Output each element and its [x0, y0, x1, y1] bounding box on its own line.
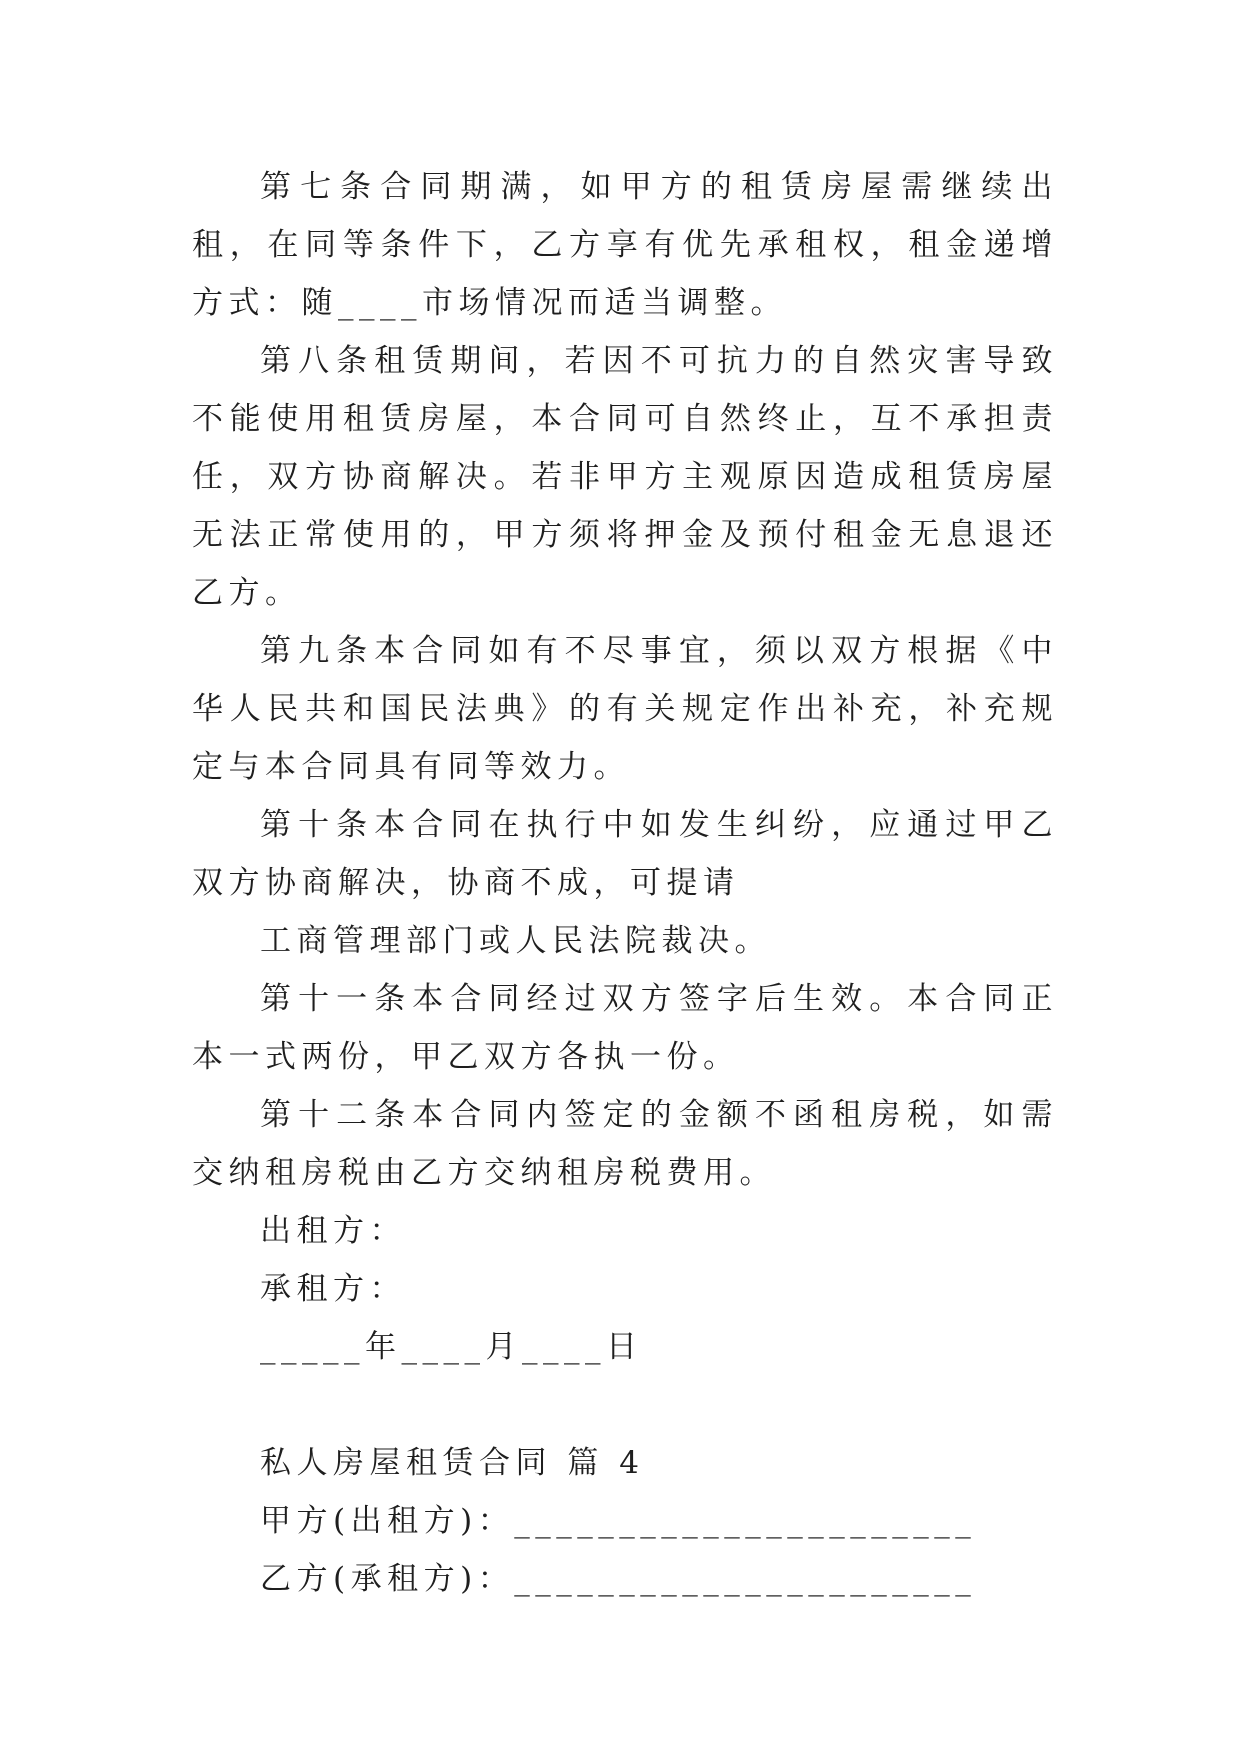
section-title: 私人房屋租赁合同 篇 4 [260, 1445, 645, 1481]
clause-10-continuation: 工商管理部门或人民法院裁决。 [260, 923, 771, 959]
party-a-line: 甲方(出租方)：______________________ [260, 1503, 977, 1539]
lessor-signature-label: 出租方： [260, 1213, 406, 1249]
clause-11: 第十一条本合同经过双方签字后生效。本合同正本一式两份，甲乙双方各执一份。 [192, 981, 1058, 1075]
clause-9: 第九条本合同如有不尽事宜，须以双方根据《中华人民共和国民法典》的有关规定作出补充，补充规定与本合同具有同等效力。 [192, 633, 1058, 785]
section-gap [192, 1376, 1058, 1434]
clause-12: 第十二条本合同内签定的金额不函租房税，如需交纳租房税由乙方交纳租房税费用。 [192, 1097, 1058, 1191]
clause-7: 第七条合同期满，如甲方的租赁房屋需继续出租，在同等条件下，乙方享有优先承租权，租金递增方式：随____市场情况而适当调整。 [192, 169, 1058, 321]
party-b-line: 乙方(承租方)：______________________ [260, 1561, 977, 1597]
lessee-signature-label: 承租方： [260, 1271, 406, 1307]
document-body [192, 158, 1058, 1608]
signature-date-line: _____年____月____日 [260, 1329, 643, 1365]
clause-10: 第十条本合同在执行中如发生纠纷，应通过甲乙双方协商解决，协商不成，可提请 [192, 807, 1058, 901]
clause-8: 第八条租赁期间，若因不可抗力的自然灾害导致不能使用租赁房屋，本合同可自然终止，互不承担责任，双方协商解决。若非甲方主观原因造成租赁房屋无法正常使用的，甲方须将押金及预付租金无息退还乙方。 [192, 343, 1058, 611]
